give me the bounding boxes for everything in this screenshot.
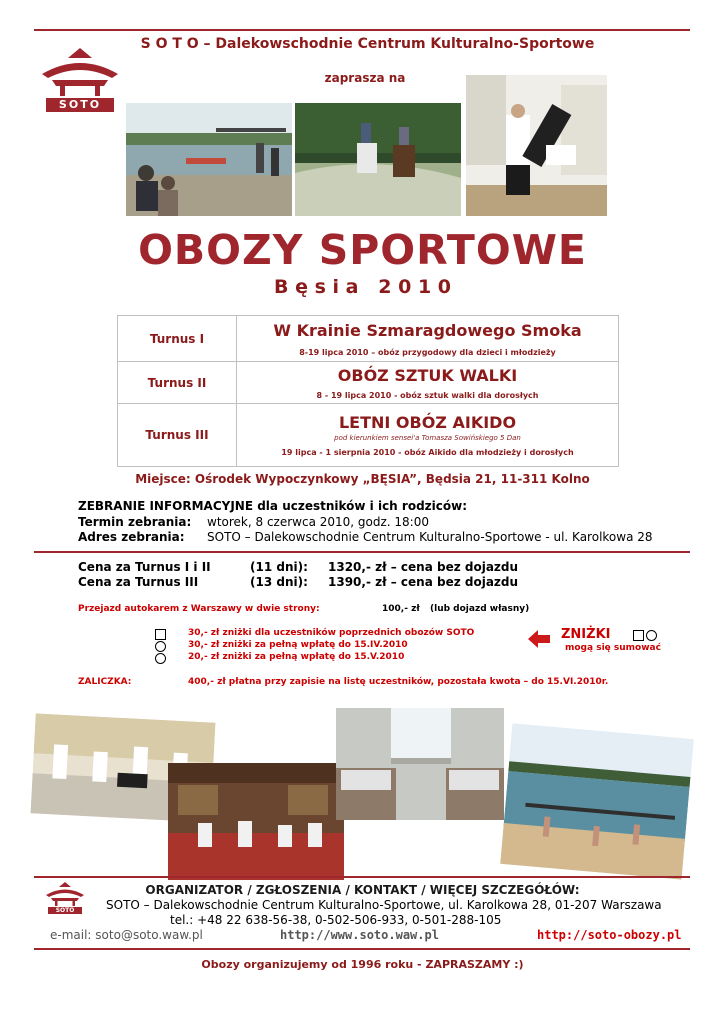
photo-room [336, 708, 504, 820]
discount-item: 20,- zł zniżki za pełną wpłatę do 15.V.2010 [188, 652, 405, 662]
photo-lake-pier [500, 723, 694, 879]
org-line: S O T O – Dalekowschodnie Centrum Kulturalno-Sportowe [140, 36, 595, 52]
footer-phone: tel.: +48 22 638-56-38, 0-502-506-933, 0-501-288-105 [170, 913, 502, 927]
email-link[interactable]: soto@soto.waw.pl [95, 928, 203, 942]
photo-lake-people [126, 103, 292, 216]
transport-label: Przejazd autokarem z Warszawy w dwie strony: [78, 604, 320, 614]
transport-note: (lub dojazd własny) [430, 604, 530, 614]
soto-logo [38, 44, 122, 116]
website-link[interactable]: http://www.soto.waw.pl [280, 928, 439, 942]
deposit-label: ZALICZKA: [78, 677, 132, 687]
meeting-address-value: SOTO – Dalekowschodnie Centrum Kulturalno-Sportowe - ul. Karolkowa 28 [207, 530, 653, 544]
website2-link[interactable]: http://soto-obozy.pl [537, 928, 682, 942]
middle-rule [34, 551, 690, 553]
top-rule [34, 29, 690, 31]
price-days: (13 dni): [250, 575, 308, 589]
meeting-heading: ZEBRANIE INFORMACYJNE dla uczestników i ich rodziców: [78, 499, 467, 513]
circle-icon [646, 630, 657, 641]
checkbox-icon [155, 629, 166, 640]
logo-text: SOTO [58, 98, 102, 111]
email-label: e-mail: [50, 928, 92, 942]
meeting-date-label: Termin zebrania: [78, 515, 192, 529]
turnus-info [237, 404, 619, 467]
price-days: (11 dni): [250, 560, 308, 574]
discount-badge: ZNIŻKI [561, 627, 611, 642]
main-title: OBOZY SPORTOWE [138, 226, 587, 274]
turnus-dates: 8-19 lipca 2010 – obóz przygodowy dla dzieci i młodzieży [299, 347, 556, 357]
turnus-title: LETNI OBÓZ AIKIDO [338, 413, 517, 432]
discount-note: mogą się sumować [565, 643, 661, 653]
footer-logo-text: SOTO [55, 907, 75, 914]
discount-item: 30,- zł zniżki za pełną wpłatę do 15.IV.2010 [188, 640, 408, 650]
turnus-label: Turnus II [118, 362, 237, 404]
transport-price: 100,- zł [382, 604, 420, 614]
price-label: Cena za Turnus I i II [78, 560, 211, 574]
arrow-left-icon [528, 630, 550, 648]
deposit-text: 400,- zł płatna przy zapisie na listę uczestników, pozostała kwota – do 15.VI.2010r. [188, 677, 609, 687]
checkbox-icon [633, 630, 644, 641]
turnus-info [237, 362, 619, 404]
discount-item: 30,- zł zniżki dla uczestników poprzednich obozów SOTO [188, 628, 475, 638]
invites-text: zaprasza na [324, 71, 406, 85]
price-value: 1390,- zł – cena bez dojazdu [328, 575, 519, 589]
turnus-table [117, 315, 619, 467]
turnus-row [118, 362, 619, 404]
meeting-date-value: wtorek, 8 czerwca 2010, godz. 18:00 [207, 515, 429, 529]
photo-aikido [466, 75, 607, 216]
footer-address: SOTO – Dalekowschodnie Centrum Kulturalno-Sportowe, ul. Karolkowa 28, 01-207 Warszawa [106, 898, 662, 912]
turnus-dates: 19 lipca - 1 sierpnia 2010 - obóz Aikido dla młodzieży i dorosłych [281, 448, 574, 457]
turnus-title: OBÓZ SZTUK WALKI [337, 365, 518, 385]
photo-horses [295, 103, 461, 216]
turnus-note: pod kierunkiem sensei'a Tomasza Sowińskiego 5 Dan [334, 434, 521, 442]
footer-rule [34, 876, 690, 878]
turnus-label: Turnus III [118, 404, 237, 467]
turnus-info [237, 316, 619, 362]
bottom-rule [34, 948, 690, 950]
photo-dojo [168, 763, 344, 880]
turnus-dates: 8 - 19 lipca 2010 - obóz sztuk walki dla dorosłych [316, 390, 539, 400]
closing-text: Obozy organizujemy od 1996 roku - ZAPRASZAMY :) [201, 958, 524, 971]
turnus-row [118, 316, 619, 362]
turnus-row [118, 404, 619, 467]
turnus-title: W Krainie Szmaragdowego Smoka [273, 320, 582, 340]
footer-email-row [50, 928, 203, 942]
price-label: Cena za Turnus III [78, 575, 199, 589]
meeting-address-label: Adres zebrania: [78, 530, 185, 544]
location: Miejsce: Ośrodek Wypoczynkowy „BĘSIA”, Będsia 21, 11-311 Kolno [135, 472, 590, 486]
circle-icon [155, 653, 166, 664]
footer-heading: ORGANIZATOR / ZGŁOSZENIA / KONTAKT / WIĘCEJ SZCZEGÓŁÓW: [145, 883, 580, 897]
subtitle: B ę s i a 2 0 1 0 [273, 276, 452, 298]
price-value: 1320,- zł – cena bez dojazdu [328, 560, 519, 574]
circle-icon [155, 641, 166, 652]
turnus-label: Turnus I [118, 316, 237, 362]
